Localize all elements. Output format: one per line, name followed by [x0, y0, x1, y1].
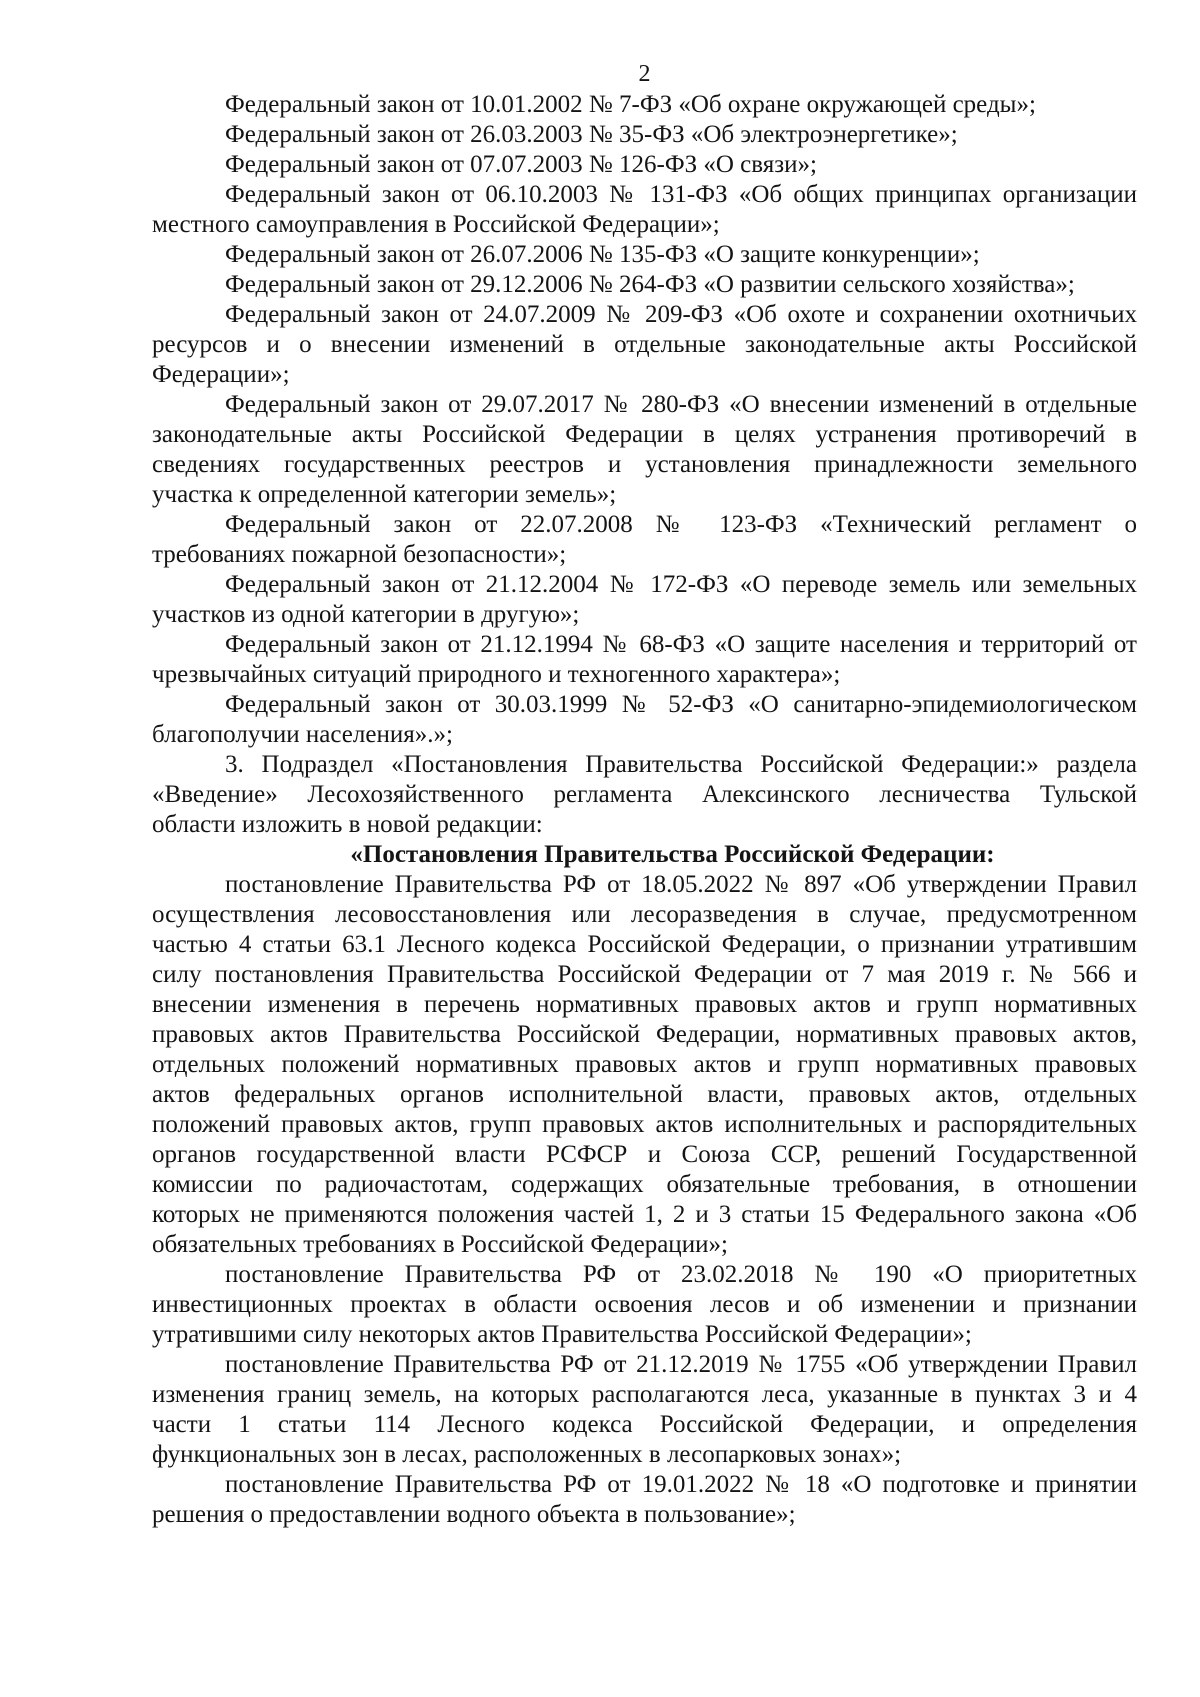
- text-line: положений правовых актов, групп правовых актов исполнительных и распорядительных: [152, 1111, 1137, 1138]
- text-line: Федеральный закон от 22.07.2008 № 123-ФЗ «Технический регламент о: [225, 511, 1137, 538]
- text-line: благополучии населения».»;: [152, 721, 453, 748]
- text-line: Федеральный закон от 29.07.2017 № 280-ФЗ «О внесении изменений в отдельные: [225, 391, 1137, 418]
- text-line: Федеральный закон от 10.01.2002 № 7-ФЗ «Об охране окружающей среды»;: [225, 91, 1036, 118]
- decree-paragraph: [152, 1350, 1137, 1470]
- text-line: Федеральный закон от 21.12.1994 № 68-ФЗ «О защите населения и территорий от: [225, 631, 1137, 658]
- text-line: законодательные акты Российской Федерации в целях устранения противоречий в: [152, 421, 1137, 448]
- document-body: [152, 90, 1137, 1530]
- text-line: постановление Правительства РФ от 23.02.2018 № 190 «О приоритетных: [225, 1261, 1137, 1288]
- text-line: Федеральный закон от 26.03.2003 № 35-ФЗ «Об электроэнергетике»;: [225, 121, 958, 148]
- text-line: отдельных положений нормативных правовых актов и групп нормативных правовых: [152, 1051, 1137, 1078]
- government-decrees-list: [152, 870, 1137, 1530]
- text-line: комиссии по радиочастотам, содержащих обязательные требования, в отношении: [152, 1171, 1137, 1198]
- law-paragraph: [152, 690, 1137, 750]
- text-line: местного самоуправления в Российской Федерации»;: [152, 211, 720, 238]
- text-line: Федеральный закон от 29.12.2006 № 264-ФЗ «О развитии сельского хозяйства»;: [225, 271, 1075, 298]
- text-line: изменения границ земель, на которых располагаются леса, указанные в пунктах 3 и 4: [152, 1381, 1137, 1408]
- decree-paragraph: [152, 1260, 1137, 1350]
- text-line: функциональных зон в лесах, расположенных в лесопарковых зонах»;: [152, 1441, 902, 1468]
- text-line: силу постановления Правительства Российской Федерации от 7 мая 2019 г. № 566 и: [152, 961, 1137, 988]
- text-line: Федеральный закон от 26.07.2006 № 135-ФЗ «О защите конкуренции»;: [225, 241, 980, 268]
- text-line: частью 4 статьи 63.1 Лесного кодекса Российской Федерации, о признании утратившим: [152, 931, 1137, 958]
- page-number: 2: [638, 61, 651, 87]
- text-line: ресурсов и о внесении изменений в отдельные законодательные акты Российской: [152, 331, 1137, 358]
- text-line: которых не применяются положения частей 1, 2 и 3 статьи 15 Федерального закона «Об: [152, 1201, 1137, 1228]
- law-paragraph: [152, 510, 1137, 570]
- text-line: постановление Правительства РФ от 19.01.2022 № 18 «О подготовке и принятии: [225, 1471, 1137, 1498]
- law-paragraph: [152, 390, 1137, 510]
- text-line: Федеральный закон от 21.12.2004 № 172-ФЗ «О переводе земель или земельных: [225, 571, 1137, 598]
- law-paragraph: [152, 90, 1137, 120]
- text-line: осуществления лесовосстановления или лесоразведения в случае, предусмотренном: [152, 901, 1137, 928]
- text-line: обязательных требованиях в Российской Федерации»;: [152, 1231, 728, 1258]
- text-line: чрезвычайных ситуаций природного и техногенного характера»;: [152, 661, 841, 688]
- text-line: сведениях государственных реестров и установления принадлежности земельного: [152, 451, 1137, 478]
- section-heading: «Постановления Правительства Российской Федерации:: [350, 841, 995, 868]
- law-paragraph: [152, 300, 1137, 390]
- text-line: области изложить в новой редакции:: [152, 811, 543, 838]
- text-line: участка к определенной категории земель»;: [152, 481, 617, 508]
- text-line: Федеральный закон от 24.07.2009 № 209-ФЗ «Об охоте и сохранении охотничьих: [225, 301, 1137, 328]
- law-paragraph: [152, 750, 1137, 840]
- text-line: постановление Правительства РФ от 18.05.2022 № 897 «Об утверждении Правил: [225, 871, 1137, 898]
- decree-paragraph: [152, 1470, 1137, 1530]
- federal-laws-list: [152, 90, 1137, 840]
- law-paragraph: [152, 570, 1137, 630]
- text-line: Федеральный закон от 06.10.2003 № 131-ФЗ «Об общих принципах организации: [225, 181, 1137, 208]
- law-paragraph: [152, 270, 1137, 300]
- law-paragraph: [152, 120, 1137, 150]
- text-line: утратившими силу некоторых актов Правительства Российской Федерации»;: [152, 1321, 972, 1348]
- text-line: требованиях пожарной безопасности»;: [152, 541, 567, 568]
- text-line: правовых актов Правительства Российской Федерации, нормативных правовых актов,: [152, 1021, 1137, 1048]
- text-line: участков из одной категории в другую»;: [152, 601, 580, 628]
- decree-paragraph: [152, 870, 1137, 1260]
- text-line: «Введение» Лесохозяйственного регламента Алексинского лесничества Тульской: [152, 781, 1137, 808]
- law-paragraph: [152, 180, 1137, 240]
- text-line: Федерации»;: [152, 361, 290, 388]
- law-paragraph: [152, 150, 1137, 180]
- text-line: актов федеральных органов исполнительной власти, правовых актов, отдельных: [152, 1081, 1137, 1108]
- text-line: Федеральный закон от 30.03.1999 № 52-ФЗ «О санитарно-эпидемиологическом: [225, 691, 1137, 718]
- text-line: постановление Правительства РФ от 21.12.2019 № 1755 «Об утверждении Правил: [225, 1351, 1137, 1378]
- text-line: внесении изменения в перечень нормативных правовых актов и групп нормативных: [152, 991, 1137, 1018]
- text-line: части 1 статьи 114 Лесного кодекса Российской Федерации, и определения: [152, 1411, 1137, 1438]
- text-line: органов государственной власти РСФСР и Союза ССР, решений Государственной: [152, 1141, 1137, 1168]
- text-line: решения о предоставлении водного объекта в пользование»;: [152, 1501, 796, 1528]
- text-line: 3. Подраздел «Постановления Правительства Российской Федерации:» раздела: [225, 751, 1137, 778]
- law-paragraph: [152, 240, 1137, 270]
- text-line: Федеральный закон от 07.07.2003 № 126-ФЗ «О связи»;: [225, 151, 817, 178]
- law-paragraph: [152, 630, 1137, 690]
- text-line: инвестиционных проектах в области освоения лесов и об изменении и признании: [152, 1291, 1137, 1318]
